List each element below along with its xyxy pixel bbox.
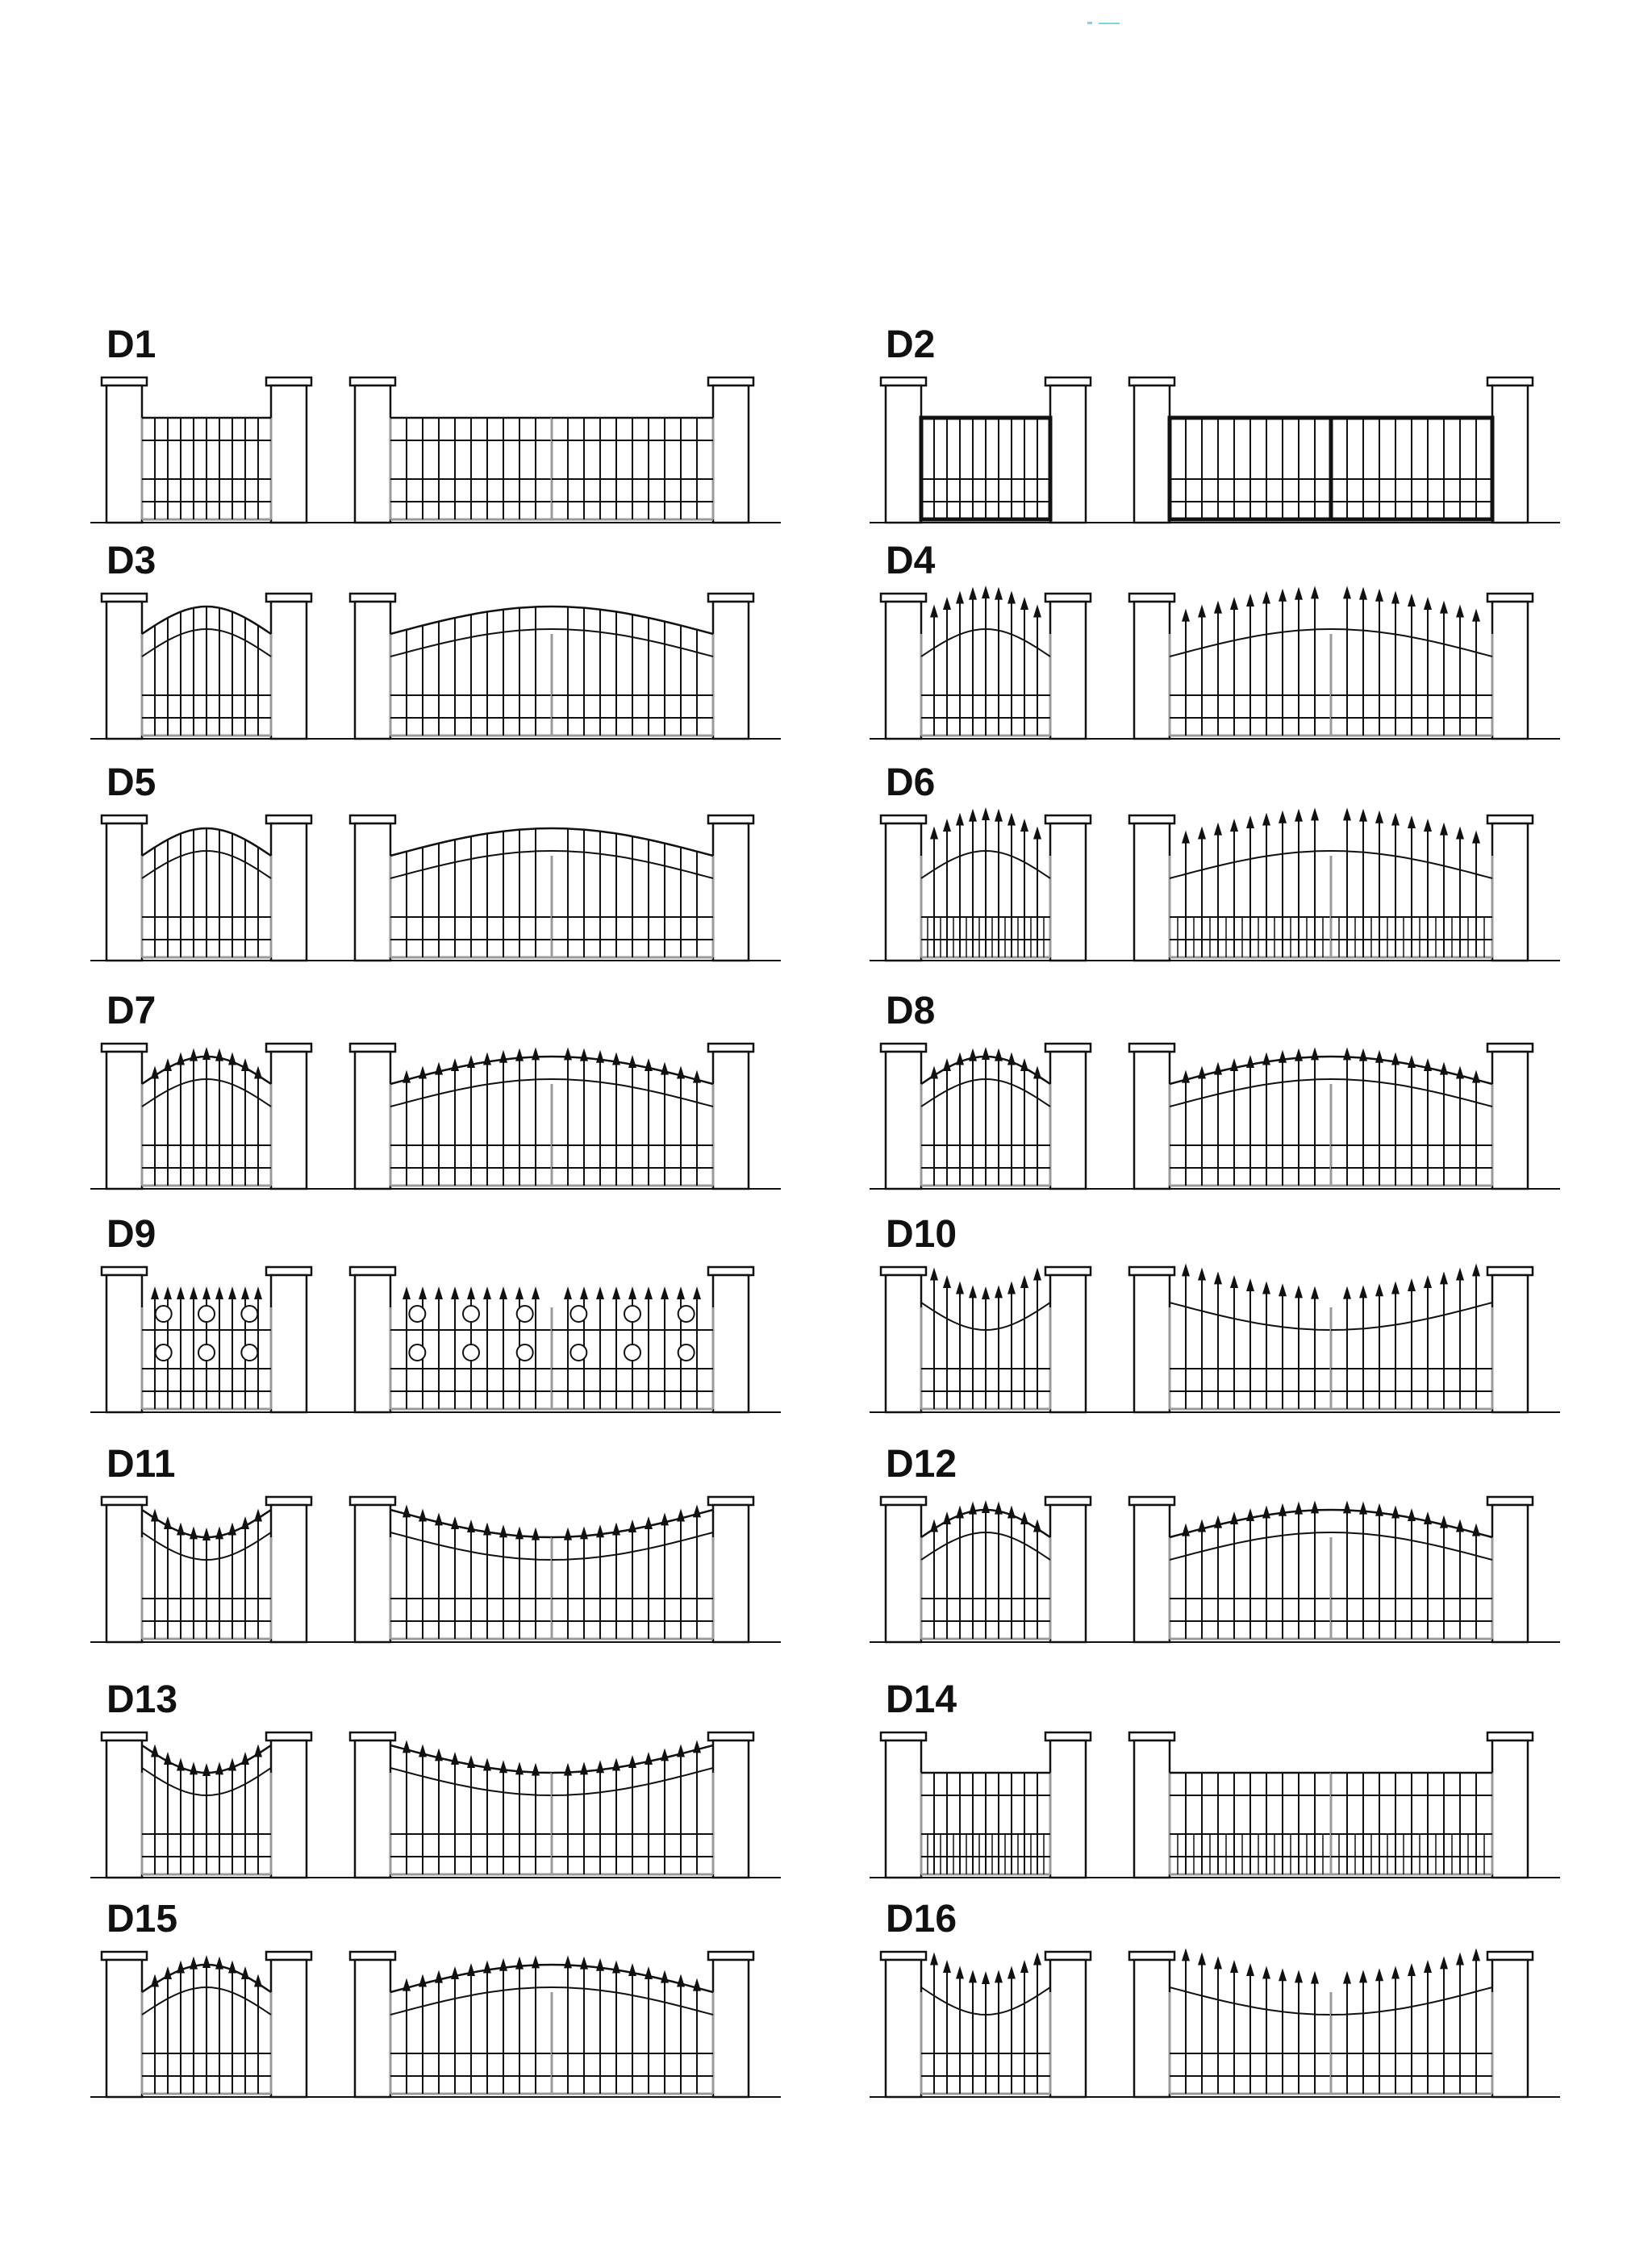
single-gate (870, 1948, 1560, 2097)
single-gate (870, 1497, 1560, 1642)
single-gate (90, 1952, 781, 2097)
design-d7 (106, 990, 800, 1200)
gate-drawing (886, 1492, 1579, 1645)
design-d12 (886, 1443, 1579, 1653)
single-gate (870, 586, 1560, 739)
design-d3 (106, 540, 800, 750)
single-gate (90, 377, 781, 523)
single-gate (870, 1263, 1560, 1412)
design-code: D7 (106, 990, 156, 1032)
design-code: D6 (886, 761, 936, 804)
single-gate (870, 377, 1560, 523)
design-code: D2 (886, 323, 936, 366)
gate-drawing (886, 373, 1579, 526)
single-gate (870, 807, 1560, 961)
gate-drawing (106, 1039, 800, 1192)
single-gate (870, 1732, 1560, 1878)
gate-drawing (886, 589, 1579, 742)
gate-drawing (886, 1947, 1579, 2100)
single-gate (90, 815, 781, 961)
design-d9 (106, 1213, 800, 1424)
gate-drawing (106, 373, 800, 526)
design-code: D1 (106, 323, 156, 366)
gate-drawing (106, 1947, 800, 2100)
design-code: D8 (886, 990, 936, 1032)
single-gate (870, 1044, 1560, 1189)
design-code: D9 (106, 1213, 156, 1256)
design-code: D15 (106, 1898, 178, 1941)
gate-drawing (106, 1262, 800, 1415)
design-code: D10 (886, 1213, 957, 1256)
top-mark (1087, 21, 1120, 26)
gate-drawing (106, 1728, 800, 1881)
design-code: D5 (106, 761, 156, 804)
design-code: D4 (886, 540, 936, 582)
design-d4 (886, 540, 1579, 750)
design-d14 (886, 1678, 1579, 1889)
single-gate (90, 1044, 781, 1189)
gate-drawing (106, 811, 800, 964)
design-d6 (886, 761, 1579, 972)
design-code: D12 (886, 1443, 957, 1486)
single-gate (90, 1497, 781, 1642)
gate-drawing (106, 1492, 800, 1645)
design-code: D3 (106, 540, 156, 582)
design-d16 (886, 1898, 1579, 2108)
design-code: D13 (106, 1678, 178, 1721)
design-d1 (106, 323, 800, 534)
design-d8 (886, 990, 1579, 1200)
gate-drawing (106, 589, 800, 742)
design-code: D16 (886, 1898, 957, 1941)
gate-drawing (886, 1039, 1579, 1192)
design-code: D11 (106, 1443, 176, 1486)
single-gate (90, 594, 781, 739)
design-d10 (886, 1213, 1579, 1424)
design-d15 (106, 1898, 800, 2108)
design-d2 (886, 323, 1579, 534)
gate-drawing (886, 1262, 1579, 1415)
single-gate (90, 1267, 781, 1412)
design-d13 (106, 1678, 800, 1889)
design-d11 (106, 1443, 800, 1653)
design-code: D14 (886, 1678, 957, 1721)
design-d5 (106, 761, 800, 972)
single-gate (90, 1732, 781, 1878)
gate-drawing (886, 811, 1579, 964)
gate-drawing (886, 1728, 1579, 1881)
